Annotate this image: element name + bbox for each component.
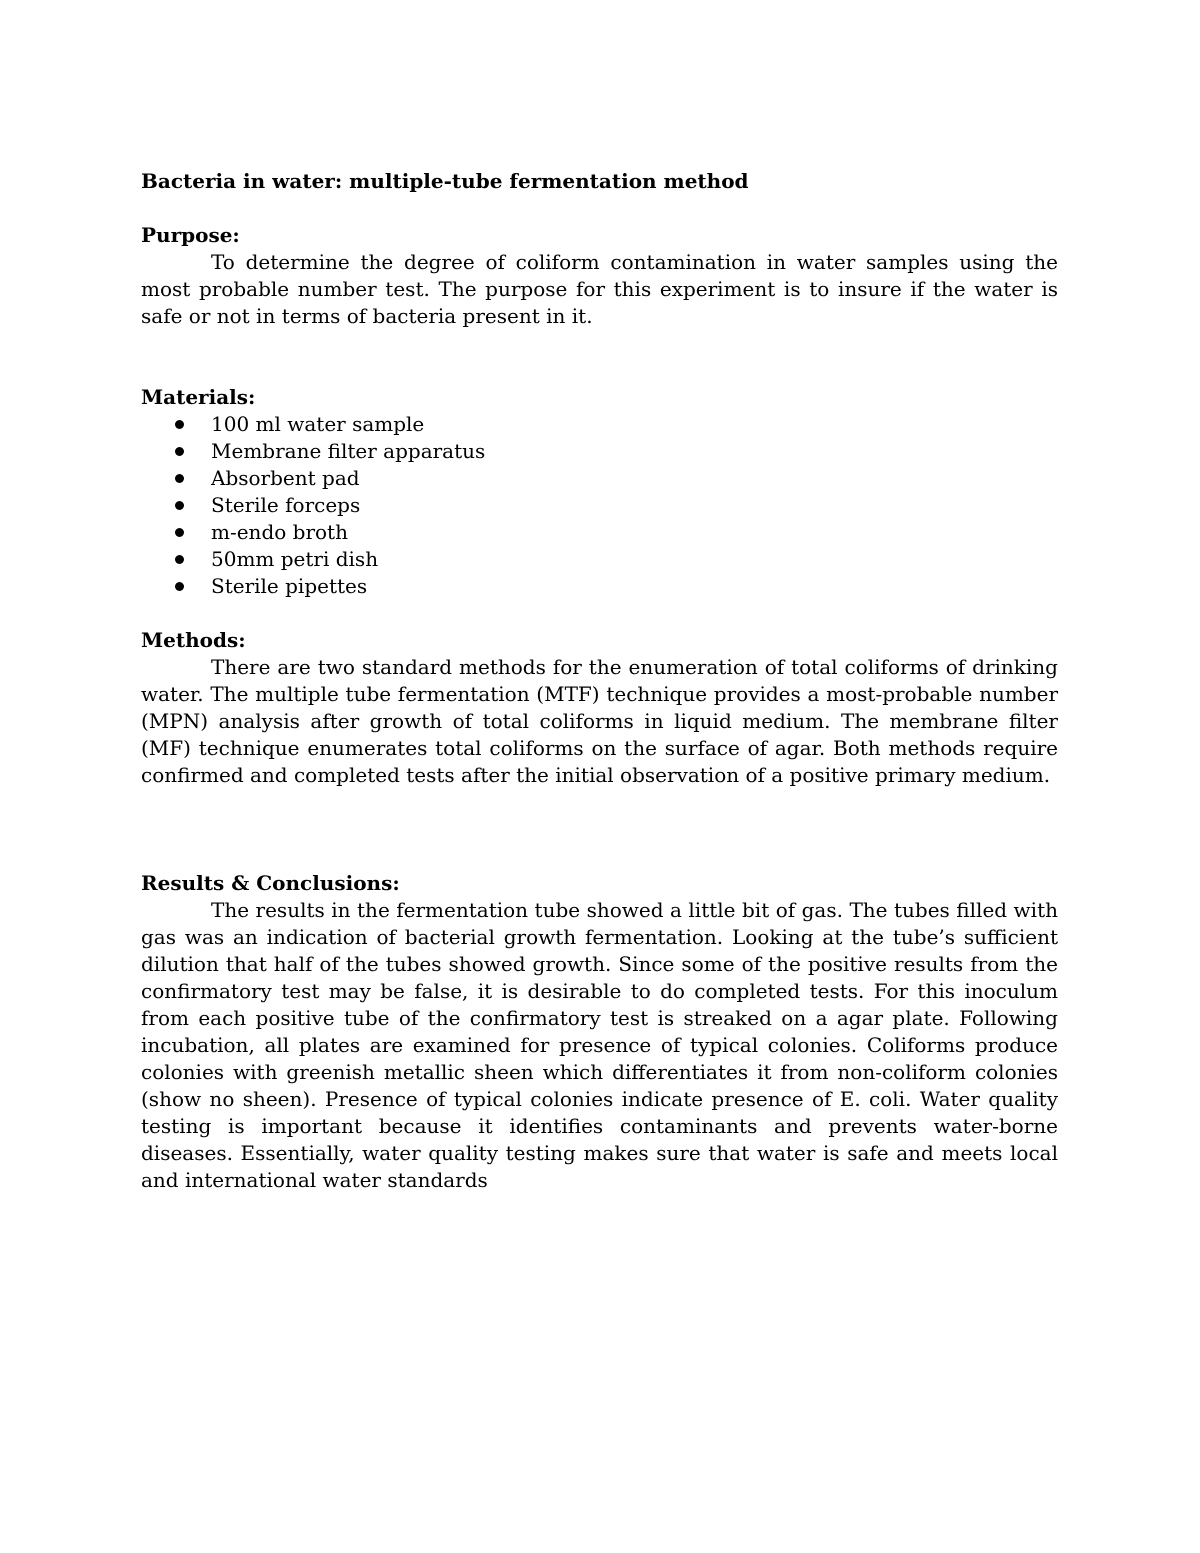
- bullet-icon: [175, 555, 184, 564]
- purpose-heading: Purpose:: [141, 223, 240, 247]
- list-item: [141, 438, 1058, 465]
- bullet-icon: [175, 528, 184, 537]
- purpose-text: To determine the degree of coliform contamination in water samples using the most probable number test. The purpose for this experiment is to insure if the water is safe or not in terms of bacteria present in it.: [141, 250, 1058, 328]
- results-text: The results in the fermentation tube showed a little bit of gas. The tubes filled with gas was an indication of bacterial growth fermentation. Looking at the tube’s sufficient dilution that half of the tubes showed growth. Since some of the positive results from the confirmatory test may be false, it is desirable to do completed tests. For this inoculum from each positive tube of the confirmatory test is streaked on a agar plate. Following incubation, all plates are examined for presence of typical colonies. Coliforms produce colonies with greenish metallic sheen which differentiates it from non-coliform colonies (show no sheen). Presence of typical colonies indicate presence of E. coli. Water quality testing is important because it identifies contaminants and prevents water-borne diseases. Essentially, water quality testing makes sure that water is safe and meets local and international water standards: [141, 898, 1058, 1192]
- list-item: [141, 519, 1058, 546]
- bullet-icon: [175, 420, 184, 429]
- purpose-section: [141, 222, 1058, 330]
- spacer: [141, 330, 1058, 384]
- material-label: m-endo broth: [211, 520, 348, 544]
- list-item: [141, 546, 1058, 573]
- bullet-icon: [175, 501, 184, 510]
- methods-text: There are two standard methods for the enumeration of total coliforms of drinking water. The multiple tube fermentation (MTF) technique provides a most-probable number (MPN) analysis after growth of total coliforms in liquid medium. The membrane filter (MF) technique enumerates total coliforms on the surface of agar. Both methods require confirmed and completed tests after the initial observation of a positive primary medium.: [141, 655, 1058, 787]
- bullet-icon: [175, 582, 184, 591]
- material-label: 50mm petri dish: [211, 547, 379, 571]
- material-label: Absorbent pad: [211, 466, 360, 490]
- list-item: [141, 573, 1058, 600]
- methods-section: [141, 627, 1058, 789]
- document-page: [141, 168, 1058, 1194]
- bullet-icon: [175, 447, 184, 456]
- list-item: [141, 411, 1058, 438]
- spacer: [141, 600, 1058, 627]
- material-label: Membrane filter apparatus: [211, 439, 486, 463]
- results-section: [141, 870, 1058, 1194]
- methods-heading: Methods:: [141, 628, 246, 652]
- spacer: [141, 789, 1058, 870]
- list-item: [141, 492, 1058, 519]
- material-label: Sterile pipettes: [211, 574, 368, 598]
- list-item: [141, 465, 1058, 492]
- material-label: 100 ml water sample: [211, 412, 425, 436]
- results-heading: Results & Conclusions:: [141, 871, 400, 895]
- materials-section: [141, 384, 1058, 600]
- materials-heading: Materials:: [141, 385, 256, 409]
- document-title: Bacteria in water: multiple-tube fermentation method: [141, 169, 749, 193]
- bullet-icon: [175, 474, 184, 483]
- materials-list: [141, 411, 1058, 600]
- material-label: Sterile forceps: [211, 493, 361, 517]
